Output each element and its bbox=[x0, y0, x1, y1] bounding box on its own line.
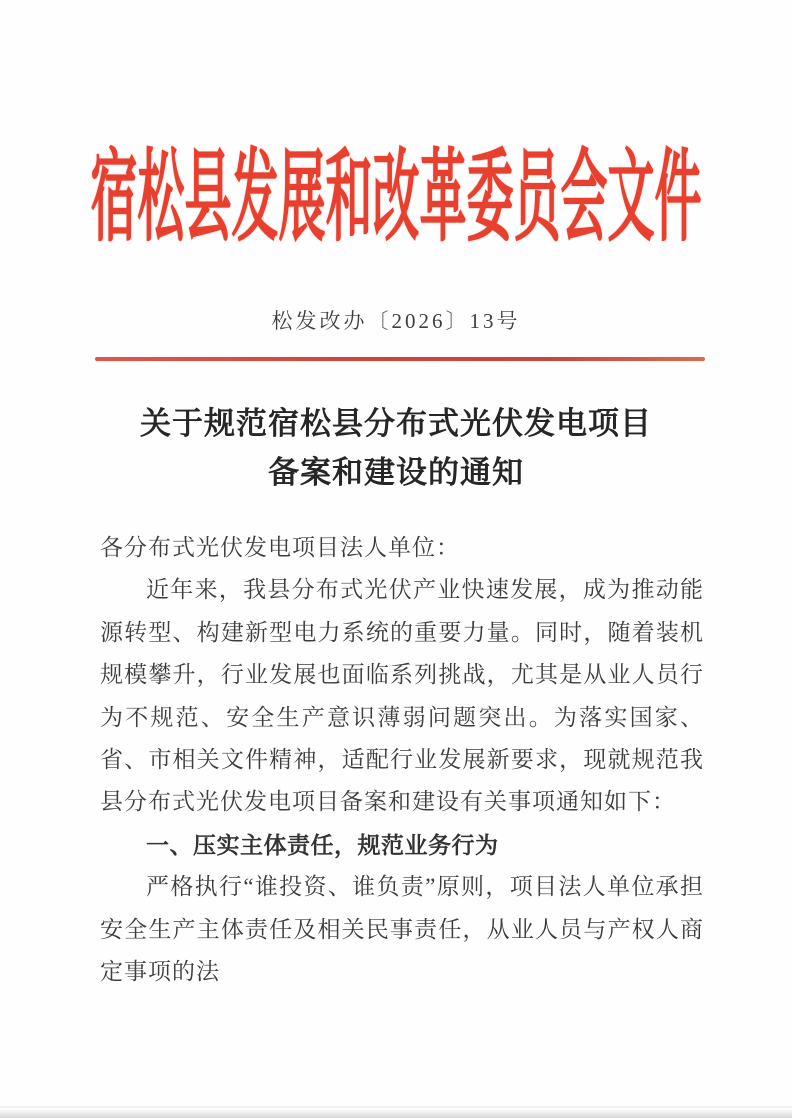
document-title-line1: 关于规范宿松县分布式光伏发电项目 bbox=[140, 406, 652, 441]
document-body bbox=[100, 527, 704, 993]
red-divider-line bbox=[95, 357, 705, 361]
paragraph-section-1: 严格执行“谁投资、谁负责”原则，项目法人单位承担安全生产主体责任及相关民事责任，从业人员与产权人商定事项的法 bbox=[100, 874, 704, 985]
agency-header-text: 宿松县发展和改革委员会文件 bbox=[90, 143, 702, 255]
agency-header bbox=[86, 143, 706, 255]
scan-edge bbox=[0, 1109, 792, 1118]
document-title bbox=[96, 399, 696, 497]
salutation: 各分布式光伏发电项目法人单位： bbox=[100, 535, 460, 560]
document-title-line2: 备案和建设的通知 bbox=[268, 455, 524, 490]
section-heading-1: 一、压实主体责任，规范业务行为 bbox=[146, 831, 499, 858]
paragraph-intro: 近年来，我县分布式光伏产业快速发展，成为推动能源转型、构建新型电力系统的重要力量。同时，随着装机规模攀升，行业发展也面临系列挑战，尤其是从业人员行为不规范、安全生产意识薄弱问题突出。为落实国家、省、市相关文件精神，适配行业发展新要求，现就规范我县分布式光伏发电项目备案和建设有关事项通知如下： bbox=[100, 577, 704, 815]
document-number: 松发改办〔2026〕13号 bbox=[271, 309, 521, 333]
scan-edge-shadow bbox=[0, 1106, 792, 1108]
